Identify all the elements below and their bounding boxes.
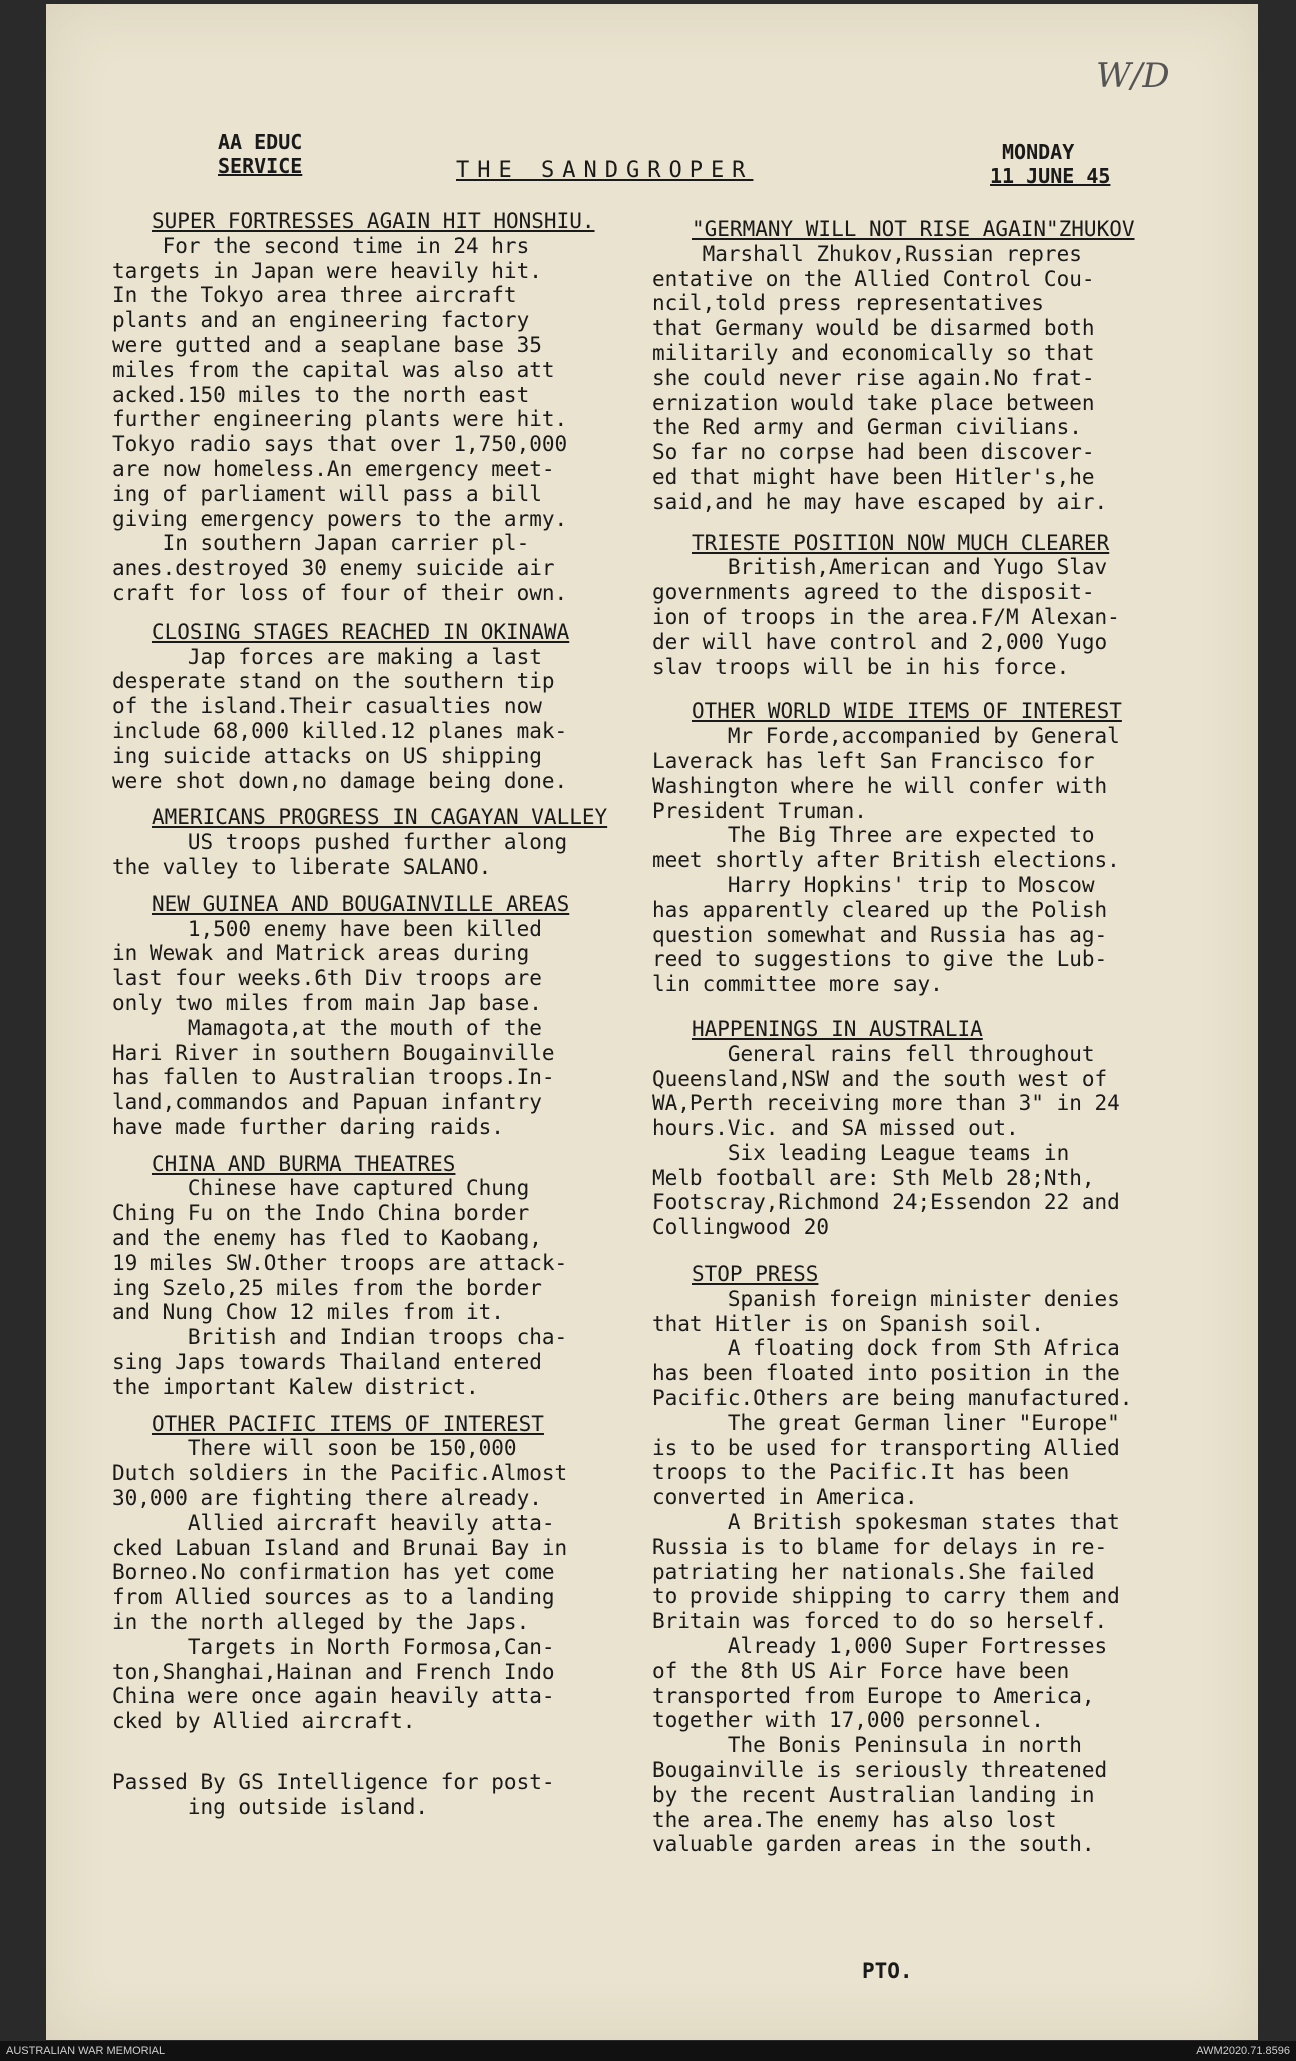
article-line: ion of troops in the area.F/M Alexan- bbox=[652, 604, 1120, 629]
article-line: that Hitler is on Spanish soil. bbox=[652, 1311, 1044, 1336]
article-headline: CHINA AND BURMA THEATRES bbox=[152, 1151, 456, 1176]
article-line: said,and he may have escaped by air. bbox=[652, 489, 1108, 514]
article-line: Harry Hopkins' trip to Moscow bbox=[652, 872, 1095, 897]
document-page bbox=[46, 4, 1258, 2040]
article-headline: HAPPENINGS IN AUSTRALIA bbox=[692, 1016, 983, 1041]
article-line: the important Kalew district. bbox=[112, 1374, 479, 1399]
article-line: The Big Three are expected to bbox=[652, 823, 1095, 848]
article-line: A floating dock from Sth Africa bbox=[652, 1336, 1120, 1361]
article-line: For the second time in 24 hrs bbox=[112, 233, 530, 258]
article-line: Pacific.Others are being manufactured. bbox=[652, 1386, 1133, 1411]
article-line: slav troops will be in his force. bbox=[652, 654, 1070, 679]
article bbox=[112, 620, 607, 794]
article-line: have made further daring raids. bbox=[112, 1114, 504, 1139]
article-line: Mr Forde,accompanied by General bbox=[652, 724, 1120, 749]
article-line: ernization would take place between bbox=[652, 390, 1095, 415]
article bbox=[652, 699, 1135, 997]
right-column bbox=[652, 217, 1135, 1857]
article-line: giving emergency powers to the army. bbox=[112, 506, 568, 531]
article-line: has been floated into position in the bbox=[652, 1361, 1120, 1386]
archive-name: AUSTRALIAN WAR MEMORIAL bbox=[6, 2045, 166, 2057]
article-line: valuable garden areas in the south. bbox=[652, 1832, 1095, 1857]
article-line: of the island.Their casualties now bbox=[112, 694, 542, 719]
article-line: der will have control and 2,000 Yugo bbox=[652, 629, 1108, 654]
issue-day: MONDAY bbox=[1002, 140, 1075, 164]
article-line: 1,500 enemy have been killed bbox=[112, 916, 542, 941]
article-line: has apparently cleared up the Polish bbox=[652, 897, 1108, 922]
article-line: British,American and Yugo Slav bbox=[652, 555, 1108, 580]
article-line: transported from Europe to America, bbox=[652, 1683, 1095, 1708]
article-line: lin committee more say. bbox=[652, 972, 943, 997]
date-block bbox=[990, 140, 1110, 188]
article-line: 30,000 are fighting there already. bbox=[112, 1486, 542, 1511]
article-line: the valley to liberate SALANO. bbox=[112, 854, 492, 879]
article-line: Hari River in southern Bougainville bbox=[112, 1040, 555, 1065]
article-line: ing suicide attacks on US shipping bbox=[112, 743, 542, 768]
article-line: question somewhat and Russia has ag- bbox=[652, 922, 1108, 947]
article-line: So far no corpse had been discover- bbox=[652, 440, 1095, 465]
article-line: Marshall Zhukov,Russian repres bbox=[652, 241, 1082, 266]
article-line: anes.destroyed 30 enemy suicide air bbox=[112, 556, 555, 581]
article-line: British and Indian troops cha- bbox=[112, 1325, 568, 1350]
article-line: has fallen to Australian troops.In- bbox=[112, 1065, 555, 1090]
article-line: of the 8th US Air Force have been bbox=[652, 1658, 1070, 1683]
article-line: Britain was forced to do so herself. bbox=[652, 1609, 1108, 1634]
article-line: plants and an engineering factory bbox=[112, 308, 530, 333]
article bbox=[112, 209, 607, 606]
article-line: craft for loss of four of their own. bbox=[112, 580, 568, 605]
article-line: in Wewak and Matrick areas during bbox=[112, 941, 530, 966]
article-line: were shot down,no damage being done. bbox=[112, 768, 568, 793]
article-line: acked.150 miles to the north east bbox=[112, 382, 530, 407]
archive-reference: AWM2020.71.8596 bbox=[1196, 2045, 1290, 2057]
article-line: US troops pushed further along bbox=[112, 830, 568, 855]
article-line: converted in America. bbox=[652, 1485, 918, 1510]
article-line: is to be used for transporting Allied bbox=[652, 1435, 1120, 1460]
article-line: land,commandos and Papuan infantry bbox=[112, 1090, 542, 1115]
article-line: that Germany would be disarmed both bbox=[652, 316, 1095, 341]
article-line: Borneo.No confirmation has yet come bbox=[112, 1560, 555, 1585]
article-line: Targets in North Formosa,Can- bbox=[112, 1634, 555, 1659]
please-turn-over: PTO. bbox=[862, 1959, 913, 1983]
article-line: China were once again heavily atta- bbox=[112, 1684, 555, 1709]
publisher-line-2: SERVICE bbox=[218, 154, 303, 178]
article-line: Mamagota,at the mouth of the bbox=[112, 1015, 542, 1040]
article-line: only two miles from main Jap base. bbox=[112, 990, 542, 1015]
article-headline: CLOSING STAGES REACHED IN OKINAWA bbox=[152, 619, 570, 644]
article-line: ing Szelo,25 miles from the border bbox=[112, 1275, 542, 1300]
article-line: last four weeks.6th Div troops are bbox=[112, 966, 542, 991]
article bbox=[652, 1017, 1135, 1240]
article bbox=[652, 1262, 1135, 1857]
article-line: Washington where he will confer with bbox=[652, 773, 1108, 798]
censorship-note bbox=[112, 1770, 607, 1820]
article-line: cked by Allied aircraft. bbox=[112, 1709, 416, 1734]
article-line: Dutch soldiers in the Pacific.Almost bbox=[112, 1461, 568, 1486]
article-line: from Allied sources as to a landing bbox=[112, 1585, 555, 1610]
article-line: Tokyo radio says that over 1,750,000 bbox=[112, 432, 568, 457]
article-line: Six leading League teams in bbox=[652, 1140, 1070, 1165]
article-line: ton,Shanghai,Hainan and French Indo bbox=[112, 1659, 555, 1684]
article-line: In the Tokyo area three aircraft bbox=[112, 283, 517, 308]
article-line: were gutted and a seaplane base 35 bbox=[112, 332, 542, 357]
article-line: Already 1,000 Super Fortresses bbox=[652, 1634, 1108, 1659]
article-line: to provide shipping to carry them and bbox=[652, 1584, 1120, 1609]
article-headline: NEW GUINEA AND BOUGAINVILLE AREAS bbox=[152, 891, 570, 916]
article bbox=[112, 1412, 607, 1734]
article-headline: "GERMANY WILL NOT RISE AGAIN"ZHUKOV bbox=[692, 217, 1135, 241]
article-line: sing Japs towards Thailand entered bbox=[112, 1350, 542, 1375]
newsletter-title: THE SANDGROPER bbox=[456, 158, 754, 183]
article-line: and Nung Chow 12 miles from it. bbox=[112, 1300, 504, 1325]
article-line: reed to suggestions to give the Lub- bbox=[652, 947, 1108, 972]
article-headline: STOP PRESS bbox=[692, 1262, 819, 1287]
article-headline: OTHER WORLD WIDE ITEMS OF INTEREST bbox=[692, 699, 1122, 724]
archive-footer bbox=[0, 2041, 1296, 2061]
article-line: ing of parliament will pass a bill bbox=[112, 481, 542, 506]
article-line: militarily and economically so that bbox=[652, 340, 1095, 365]
article-line: The great German liner "Europe" bbox=[652, 1410, 1120, 1435]
article-line: Jap forces are making a last bbox=[112, 644, 542, 669]
article-line: and the enemy has fled to Kaobang, bbox=[112, 1226, 542, 1251]
article-line: the Red army and German civilians. bbox=[652, 415, 1082, 440]
article-headline: AMERICANS PROGRESS IN CAGAYAN VALLEY bbox=[152, 805, 608, 830]
article-line: General rains fell throughout bbox=[652, 1041, 1095, 1066]
article-line: Queensland,NSW and the south west of bbox=[652, 1066, 1108, 1091]
article bbox=[112, 805, 607, 879]
article-line: targets in Japan were heavily hit. bbox=[112, 258, 542, 283]
article bbox=[652, 217, 1135, 515]
article bbox=[112, 892, 607, 1140]
article-line: ncil,told press representatives bbox=[652, 291, 1044, 316]
issue-date: 11 JUNE 45 bbox=[990, 164, 1111, 188]
article-line: governments agreed to the disposit- bbox=[652, 580, 1095, 605]
article-headline: OTHER PACIFIC ITEMS OF INTEREST bbox=[152, 1411, 544, 1436]
article-line: together with 17,000 personnel. bbox=[652, 1708, 1044, 1733]
article bbox=[652, 531, 1135, 680]
article-line: include 68,000 killed.12 planes mak- bbox=[112, 718, 568, 743]
article-headline: TRIESTE POSITION NOW MUCH CLEARER bbox=[692, 530, 1110, 555]
article-line: further engineering plants were hit. bbox=[112, 407, 568, 432]
article-line: Footscray,Richmond 24;Essendon 22 and bbox=[652, 1190, 1120, 1215]
article-line: In southern Japan carrier pl- bbox=[112, 531, 530, 556]
article-line: she could never rise again.No frat- bbox=[652, 365, 1095, 390]
article-line: entative on the Allied Control Cou- bbox=[652, 266, 1095, 291]
article-line: WA,Perth receiving more than 3" in 24 bbox=[652, 1091, 1120, 1116]
article-line: by the recent Australian landing in bbox=[652, 1782, 1095, 1807]
article-line: the area.The enemy has also lost bbox=[652, 1807, 1057, 1832]
article-line: desperate stand on the southern tip bbox=[112, 669, 555, 694]
article-line: Allied aircraft heavily atta- bbox=[112, 1510, 555, 1535]
article-line: Russia is to blame for delays in re- bbox=[652, 1534, 1108, 1559]
publisher-line-1: AA EDUC bbox=[218, 130, 303, 154]
article-line: Chinese have captured Chung bbox=[112, 1176, 530, 1201]
article-line: hours.Vic. and SA missed out. bbox=[652, 1116, 1019, 1141]
article-line: meet shortly after British elections. bbox=[652, 848, 1120, 873]
article bbox=[112, 1152, 607, 1400]
article-line: There will soon be 150,000 bbox=[112, 1436, 517, 1461]
article-line: patriating her nationals.She failed bbox=[652, 1559, 1095, 1584]
article-line: Ching Fu on the Indo China border bbox=[112, 1201, 530, 1226]
article-line: cked Labuan Island and Brunai Bay in bbox=[112, 1535, 568, 1560]
article-line: ed that might have been Hitler's,he bbox=[652, 464, 1095, 489]
article-line: miles from the capital was also att bbox=[112, 357, 555, 382]
article-line: Collingwood 20 bbox=[652, 1215, 830, 1240]
article-line: are now homeless.An emergency meet- bbox=[112, 456, 555, 481]
article-line: President Truman. bbox=[652, 798, 867, 823]
article-line: Spanish foreign minister denies bbox=[652, 1286, 1120, 1311]
article-line: troops to the Pacific.It has been bbox=[652, 1460, 1070, 1485]
article-line: Laverack has left San Francisco for bbox=[652, 748, 1095, 773]
left-column bbox=[112, 209, 607, 1820]
article-headline: SUPER FORTRESSES AGAIN HIT HONSHIU. bbox=[152, 209, 595, 233]
article-line: in the north alleged by the Japs. bbox=[112, 1610, 530, 1635]
article-line: Melb football are: Sth Melb 28;Nth, bbox=[652, 1165, 1095, 1190]
article-line: The Bonis Peninsula in north bbox=[652, 1733, 1082, 1758]
censorship-line: ing outside island. bbox=[112, 1794, 429, 1819]
article-line: 19 miles SW.Other troops are attack- bbox=[112, 1250, 568, 1275]
article-line: Bougainville is seriously threatened bbox=[652, 1758, 1108, 1783]
handwritten-mark: W/D bbox=[1096, 56, 1170, 96]
censorship-line: Passed By GS Intelligence for post- bbox=[112, 1770, 555, 1795]
publisher-block bbox=[218, 130, 302, 178]
article-line: A British spokesman states that bbox=[652, 1510, 1120, 1535]
